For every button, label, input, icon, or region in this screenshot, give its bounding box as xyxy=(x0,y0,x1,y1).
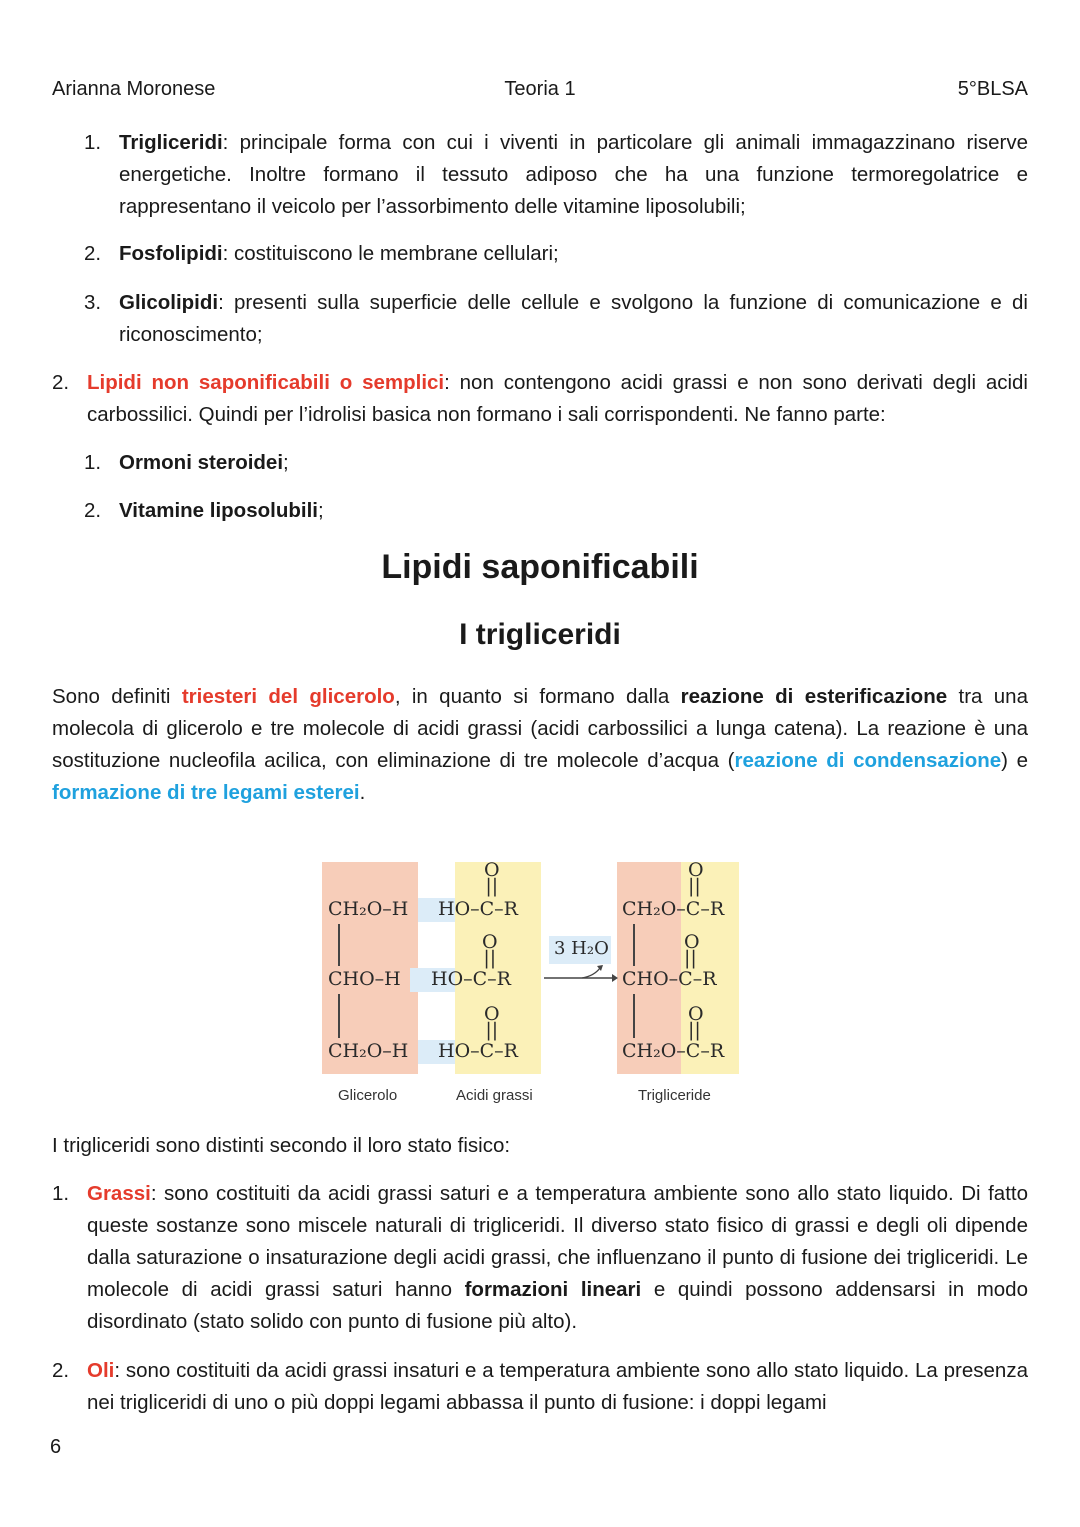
acid-carbonyl-3: O || xyxy=(484,1003,500,1041)
product-row-2: CHO–C–R xyxy=(622,968,717,990)
section-title: Lipidi saponificabili xyxy=(381,548,699,586)
esterification-diagram xyxy=(318,858,748,1110)
caption-trigliceride: Trigliceride xyxy=(638,1087,711,1104)
list-item-fosfolipidi: 2. Fosfolipidi: costituiscono le membrane cellulari; xyxy=(84,242,559,265)
glycerol-bond-line xyxy=(338,924,340,966)
page-number: 6 xyxy=(50,1436,62,1458)
list-item-non-saponificabili: 2. Lipidi non saponificabili o semplici: non contengono acidi grassi e non sono derivati degli acidi carbossilici. Quindi per l’idrolisi basica non formano i sali corrispondenti. Ne fanno parte: xyxy=(52,371,1028,426)
water-label: 3 H₂O xyxy=(554,938,609,959)
header-class: 5°BLSA xyxy=(957,78,1028,100)
list-item-vitamine-liposolubili: 2. Vitamine liposolubili; xyxy=(84,499,324,522)
product-bond-line xyxy=(633,994,635,1038)
product-bond-line xyxy=(633,924,635,966)
caption-glicerolo: Glicerolo xyxy=(338,1087,398,1104)
acid-row-2: HO–C–R xyxy=(431,968,511,990)
acid-carbonyl-2: O || xyxy=(482,931,498,969)
product-carbonyl-3: O || xyxy=(688,1003,704,1041)
glycerol-row-2: CHO–H xyxy=(328,968,401,990)
header-author: Arianna Moronese xyxy=(52,78,216,100)
glycerol-row-3: CH₂O–H xyxy=(328,1040,409,1062)
header-title: Teoria 1 xyxy=(504,78,576,100)
list-item-trigliceridi: 1. Trigliceridi: principale forma con cui i viventi in particolare gli animali immagazzinano riserve energetiche. Inoltre formano il tessuto adiposo che ha una funzione termoregolatrice e rappresentano il veicolo per l’assorbimento delle vitamine liposolubili; xyxy=(84,131,1028,218)
product-carbonyl-1: O || xyxy=(688,859,704,897)
intro-paragraph: Sono definiti triesteri del glicerolo, in quanto si formano dalla reazione di esterificazione tra una molecola di glicerolo e tre molecole di acidi grassi (acidi carbossilici a lunga catena). La reazione è una sostituzione nucleofila acilica, con eliminazione di tre molecole d’acqua (reazione di condensazione) e formazione di tre legami esterei. xyxy=(52,685,1028,804)
list-item-ormoni-steroidei: 1. Ormoni steroidei; xyxy=(84,451,289,474)
product-row-1: CH₂O–C–R xyxy=(622,898,725,920)
product-carbonyl-2: O || xyxy=(684,931,700,969)
acid-row-1: HO–C–R xyxy=(438,898,518,920)
states-intro: I trigliceridi sono distinti secondo il loro stato fisico: xyxy=(52,1134,511,1157)
reaction-arrow-icon xyxy=(542,962,618,984)
caption-acidi-grassi: Acidi grassi xyxy=(456,1087,533,1104)
acid-row-3: HO–C–R xyxy=(438,1040,518,1062)
section-subtitle: I trigliceridi xyxy=(459,618,621,651)
list-item-glicolipidi: 3. Glicolipidi: presenti sulla superficie delle cellule e svolgono la funzione di comunicazione e di riconoscimento; xyxy=(84,291,1028,346)
list-item-grassi: 1. Grassi: sono costituiti da acidi grassi saturi e a temperatura ambiente sono allo stato liquido. Di fatto queste sostanze sono miscele naturali di trigliceridi. Il diverso stato fisico di grassi e degli oli dipende dalla saturazione o insaturazione degli acidi grassi, che influenzano il punto di fusione dei trigliceridi. Le molecole di acidi grassi saturi hanno formazioni lineari e quindi possono addensarsi in modo disordinato (stato solido con punto di fusione più alto). xyxy=(52,1182,1028,1333)
glycerol-row-1: CH₂O–H xyxy=(328,898,409,920)
glycerol-bond-line xyxy=(338,994,340,1038)
list-item-oli: 2. Oli: sono costituiti da acidi grassi insaturi e a temperatura ambiente sono allo stato liquido. La presenza nei trigliceridi di uno o più doppi legami abbassa il punto di fusione: i doppi legami xyxy=(52,1359,1028,1414)
product-row-3: CH₂O–C–R xyxy=(622,1040,725,1062)
acid-carbonyl-1: O || xyxy=(484,859,500,897)
